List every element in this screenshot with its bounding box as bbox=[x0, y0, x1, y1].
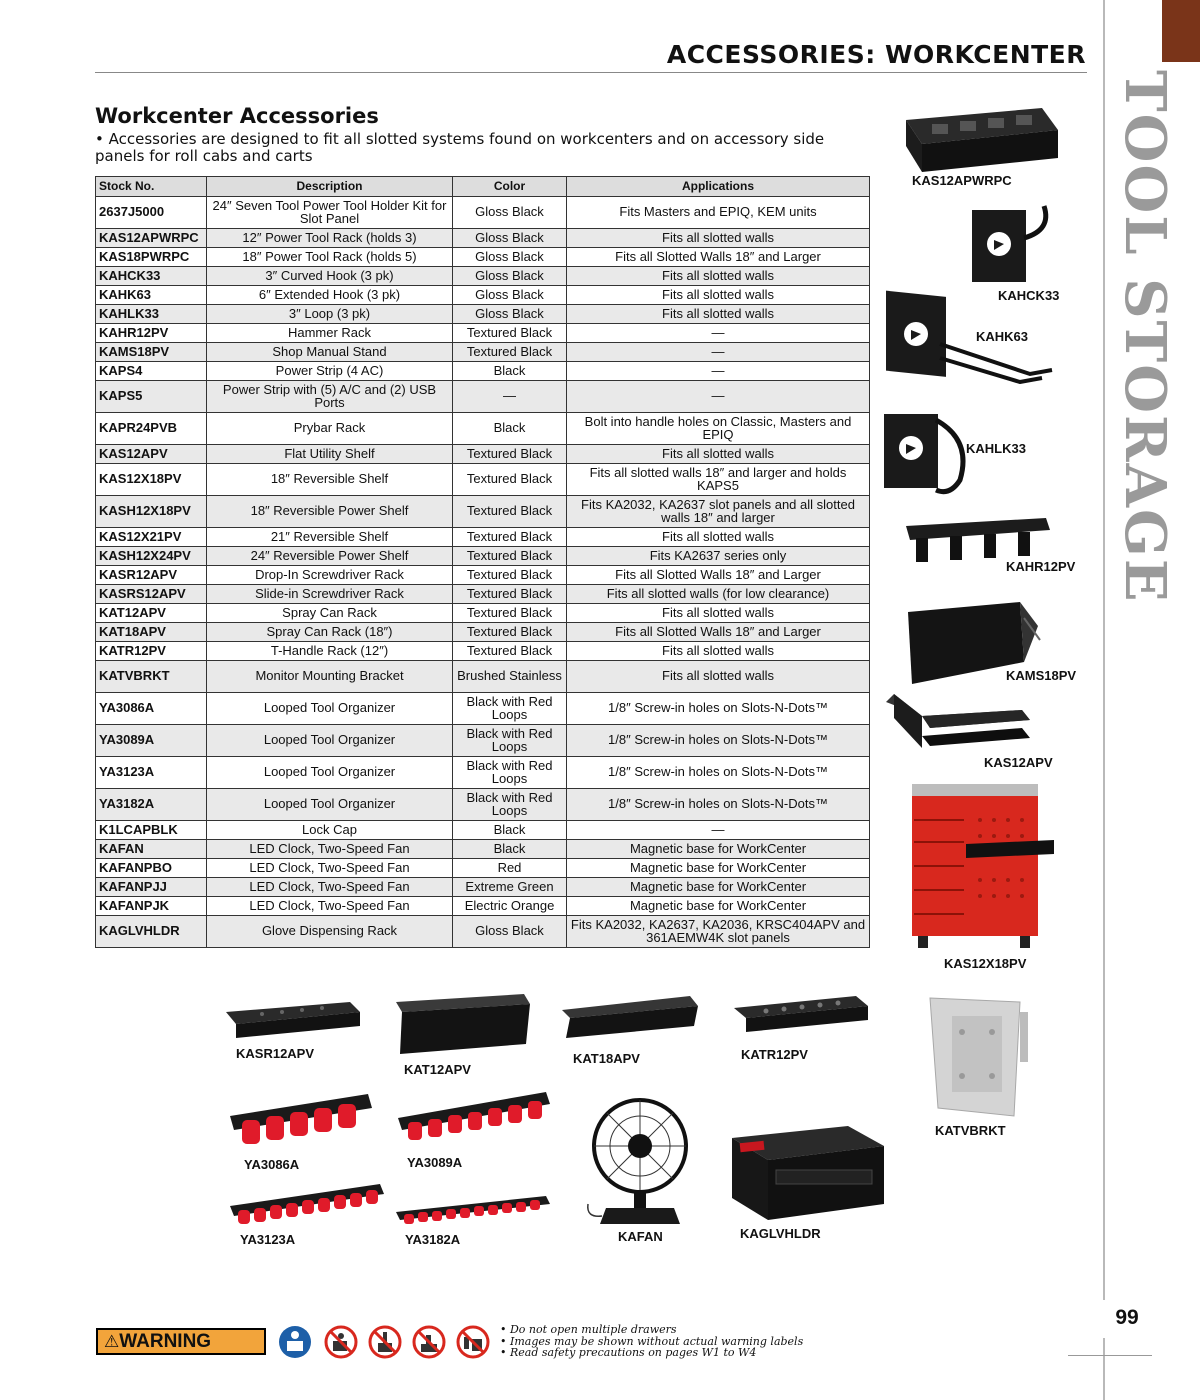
page-number-rule bbox=[1068, 1355, 1152, 1356]
description-cell: Spray Can Rack bbox=[207, 604, 453, 623]
table-row bbox=[96, 693, 870, 725]
table-row bbox=[96, 604, 870, 623]
kat18apv-image bbox=[560, 994, 700, 1044]
kahlk33-image bbox=[880, 400, 972, 500]
applications-cell: — bbox=[567, 343, 870, 362]
kasr12apv-label: KASR12APV bbox=[236, 1046, 315, 1061]
description-cell: Slide-in Screwdriver Rack bbox=[207, 585, 453, 604]
stock-no-cell: YA3089A bbox=[96, 725, 207, 757]
table-header-row bbox=[96, 177, 870, 197]
table-row bbox=[96, 821, 870, 840]
applications-cell: Fits all Slotted Walls 18″ and Larger bbox=[567, 248, 870, 267]
applications-cell: Magnetic base for WorkCenter bbox=[567, 840, 870, 859]
table-row bbox=[96, 267, 870, 286]
kat18apv-label: KAT18APV bbox=[573, 1051, 640, 1066]
col-stock-no: Stock No. bbox=[96, 177, 207, 197]
kas12apwrpc-image bbox=[902, 100, 1060, 178]
stock-no-cell: KASH12X24PV bbox=[96, 547, 207, 566]
kas12x18pv-label: KAS12X18PV bbox=[944, 956, 1027, 971]
applications-cell: 1/8″ Screw-in holes on Slots-N-Dots™ bbox=[567, 789, 870, 821]
table-row bbox=[96, 757, 870, 789]
table-row bbox=[96, 661, 870, 693]
table-row bbox=[96, 897, 870, 916]
applications-cell: Fits all slotted walls bbox=[567, 661, 870, 693]
color-cell: Gloss Black bbox=[453, 229, 567, 248]
stock-no-cell: KAHR12PV bbox=[96, 324, 207, 343]
description-cell: Power Strip (4 AC) bbox=[207, 362, 453, 381]
stock-no-cell: KAHK63 bbox=[96, 286, 207, 305]
table-row bbox=[96, 566, 870, 585]
applications-cell: Magnetic base for WorkCenter bbox=[567, 878, 870, 897]
description-cell: Looped Tool Organizer bbox=[207, 725, 453, 757]
table-row bbox=[96, 642, 870, 661]
table-row bbox=[96, 464, 870, 496]
applications-cell: 1/8″ Screw-in holes on Slots-N-Dots™ bbox=[567, 757, 870, 789]
read-manual-icon bbox=[278, 1325, 312, 1359]
table-row bbox=[96, 496, 870, 528]
applications-cell: 1/8″ Screw-in holes on Slots-N-Dots™ bbox=[567, 725, 870, 757]
description-cell: Spray Can Rack (18″) bbox=[207, 623, 453, 642]
warning-note: • Images may be shown without actual warning labels bbox=[500, 1334, 804, 1348]
side-title: TOOL STORAGE bbox=[1112, 70, 1178, 604]
kafan-label: KAFAN bbox=[618, 1229, 663, 1244]
color-cell: Black with Red Loops bbox=[453, 693, 567, 725]
table-row bbox=[96, 547, 870, 566]
description-cell: Drop-In Screwdriver Rack bbox=[207, 566, 453, 585]
section-note: • Accessories are designed to fit all slotted systems found on workcenters and on accessory side panels for roll cabs and carts bbox=[95, 130, 825, 165]
no-pushing-icon bbox=[456, 1325, 490, 1359]
kafan-image bbox=[584, 1094, 696, 1228]
stock-no-cell: KASR12APV bbox=[96, 566, 207, 585]
ya3182a-label: YA3182A bbox=[405, 1232, 461, 1247]
description-cell: Power Strip with (5) A/C and (2) USB Ports bbox=[207, 381, 453, 413]
applications-cell: Fits all Slotted Walls 18″ and Larger bbox=[567, 566, 870, 585]
color-cell: Electric Orange bbox=[453, 897, 567, 916]
description-cell: Glove Dispensing Rack bbox=[207, 916, 453, 948]
color-cell: Extreme Green bbox=[453, 878, 567, 897]
section-title: Workcenter Accessories bbox=[95, 104, 379, 128]
color-cell: Textured Black bbox=[453, 496, 567, 528]
description-cell: 12″ Power Tool Rack (holds 3) bbox=[207, 229, 453, 248]
col-applications: Applications bbox=[567, 177, 870, 197]
stock-no-cell: KASH12X18PV bbox=[96, 496, 207, 528]
section-tab bbox=[1162, 0, 1200, 62]
applications-cell: Fits all Slotted Walls 18″ and Larger bbox=[567, 623, 870, 642]
table-row bbox=[96, 585, 870, 604]
stock-no-cell: YA3182A bbox=[96, 789, 207, 821]
no-standing-icon bbox=[368, 1325, 402, 1359]
stock-no-cell: KAPS4 bbox=[96, 362, 207, 381]
table-row bbox=[96, 528, 870, 547]
col-description: Description bbox=[207, 177, 453, 197]
kas12x18pv-image bbox=[908, 780, 1058, 952]
color-cell: Textured Black bbox=[453, 343, 567, 362]
kahr12pv-label: KAHR12PV bbox=[1006, 559, 1076, 574]
side-rule-bottom bbox=[1103, 1338, 1105, 1400]
description-cell: 24″ Seven Tool Power Tool Holder Kit for Slot Panel bbox=[207, 197, 453, 229]
stock-no-cell: KAS12APWRPC bbox=[96, 229, 207, 248]
color-cell: Textured Black bbox=[453, 566, 567, 585]
kas12apwrpc-label: KAS12APWRPC bbox=[912, 173, 1012, 188]
table-row bbox=[96, 362, 870, 381]
warning-badge bbox=[96, 1328, 266, 1355]
table-row bbox=[96, 878, 870, 897]
applications-cell: — bbox=[567, 381, 870, 413]
description-cell: 6″ Extended Hook (3 pk) bbox=[207, 286, 453, 305]
description-cell: 18″ Reversible Shelf bbox=[207, 464, 453, 496]
table-row bbox=[96, 229, 870, 248]
applications-cell: 1/8″ Screw-in holes on Slots-N-Dots™ bbox=[567, 693, 870, 725]
description-cell: Lock Cap bbox=[207, 821, 453, 840]
color-cell: Gloss Black bbox=[453, 286, 567, 305]
stock-no-cell: KAHLK33 bbox=[96, 305, 207, 324]
applications-cell: Fits all slotted walls bbox=[567, 229, 870, 248]
description-cell: Looped Tool Organizer bbox=[207, 757, 453, 789]
table-body bbox=[96, 197, 870, 948]
color-cell: Textured Black bbox=[453, 324, 567, 343]
table-row bbox=[96, 840, 870, 859]
warning-note: • Do not open multiple drawers bbox=[500, 1323, 677, 1336]
applications-cell: Fits all slotted walls 18″ and larger and holds KAPS5 bbox=[567, 464, 870, 496]
kat12apv-label: KAT12APV bbox=[404, 1062, 471, 1077]
description-cell: LED Clock, Two-Speed Fan bbox=[207, 859, 453, 878]
kahlk33-label: KAHLK33 bbox=[966, 441, 1026, 456]
stock-no-cell: KAS18PWRPC bbox=[96, 248, 207, 267]
description-cell: Looped Tool Organizer bbox=[207, 789, 453, 821]
kaglvhldr-image bbox=[728, 1124, 888, 1224]
stock-no-cell: KASRS12APV bbox=[96, 585, 207, 604]
header-rule bbox=[95, 72, 1087, 73]
warning-label: WARNING bbox=[119, 1331, 212, 1352]
table-row bbox=[96, 197, 870, 229]
applications-cell: Magnetic base for WorkCenter bbox=[567, 897, 870, 916]
kams18pv-label: KAMS18PV bbox=[1006, 668, 1077, 683]
warning-notes bbox=[500, 1324, 803, 1359]
applications-cell: Fits all slotted walls bbox=[567, 604, 870, 623]
warning-note: • Read safety precautions on pages W1 to W4 bbox=[500, 1346, 757, 1359]
ya3089a-image bbox=[396, 1088, 552, 1146]
applications-cell: Fits all slotted walls bbox=[567, 305, 870, 324]
description-cell: Hammer Rack bbox=[207, 324, 453, 343]
table-row bbox=[96, 305, 870, 324]
katr12pv-label: KATR12PV bbox=[741, 1047, 808, 1062]
applications-cell: Fits KA2032, KA2637, KA2036, KRSC404APV and 361AEMW4K slot panels bbox=[567, 916, 870, 948]
color-cell: Red bbox=[453, 859, 567, 878]
description-cell: 18″ Reversible Power Shelf bbox=[207, 496, 453, 528]
table-row bbox=[96, 859, 870, 878]
description-cell: 3″ Curved Hook (3 pk) bbox=[207, 267, 453, 286]
color-cell: Textured Black bbox=[453, 642, 567, 661]
ya3123a-image bbox=[228, 1180, 386, 1226]
stock-no-cell: KATR12PV bbox=[96, 642, 207, 661]
color-cell: Textured Black bbox=[453, 623, 567, 642]
page-header: ACCESSORIES: WORKCENTER bbox=[666, 40, 1086, 69]
stock-no-cell: KAPR24PVB bbox=[96, 413, 207, 445]
table-row bbox=[96, 413, 870, 445]
color-cell: Brushed Stainless bbox=[453, 661, 567, 693]
color-cell: Black bbox=[453, 413, 567, 445]
color-cell: Gloss Black bbox=[453, 916, 567, 948]
kas12apv-image bbox=[882, 688, 1032, 758]
stock-no-cell: KAPS5 bbox=[96, 381, 207, 413]
color-cell: Gloss Black bbox=[453, 267, 567, 286]
stock-no-cell: KATVBRKT bbox=[96, 661, 207, 693]
stock-no-cell: YA3123A bbox=[96, 757, 207, 789]
kahk63-image bbox=[880, 284, 1060, 384]
kahck33-image bbox=[966, 200, 1056, 286]
table-row bbox=[96, 286, 870, 305]
stock-no-cell: KAS12X18PV bbox=[96, 464, 207, 496]
no-sitting-icon bbox=[412, 1325, 446, 1359]
description-cell: Looped Tool Organizer bbox=[207, 693, 453, 725]
color-cell: Textured Black bbox=[453, 464, 567, 496]
kasr12apv-image bbox=[222, 998, 362, 1040]
applications-cell: — bbox=[567, 821, 870, 840]
stock-no-cell: 2637J5000 bbox=[96, 197, 207, 229]
description-cell: 18″ Power Tool Rack (holds 5) bbox=[207, 248, 453, 267]
description-cell: LED Clock, Two-Speed Fan bbox=[207, 840, 453, 859]
ya3086a-label: YA3086A bbox=[244, 1157, 300, 1172]
color-cell: Black bbox=[453, 821, 567, 840]
description-cell: Prybar Rack bbox=[207, 413, 453, 445]
description-cell: 21″ Reversible Shelf bbox=[207, 528, 453, 547]
applications-cell: Fits KA2032, KA2637 slot panels and all slotted walls 18″ and larger bbox=[567, 496, 870, 528]
ya3182a-image bbox=[394, 1194, 552, 1226]
color-cell: Textured Black bbox=[453, 547, 567, 566]
kas12apv-label: KAS12APV bbox=[984, 755, 1053, 770]
stock-no-cell: KAMS18PV bbox=[96, 343, 207, 362]
kahck33-label: KAHCK33 bbox=[998, 288, 1060, 303]
color-cell: Gloss Black bbox=[453, 248, 567, 267]
color-cell: Gloss Black bbox=[453, 305, 567, 324]
table-row bbox=[96, 381, 870, 413]
table-row bbox=[96, 343, 870, 362]
description-cell: 3″ Loop (3 pk) bbox=[207, 305, 453, 324]
description-cell: 24″ Reversible Power Shelf bbox=[207, 547, 453, 566]
applications-cell: — bbox=[567, 362, 870, 381]
accessories-table bbox=[95, 176, 870, 948]
table-row bbox=[96, 324, 870, 343]
applications-cell: Fits all slotted walls bbox=[567, 286, 870, 305]
katvbrkt-image bbox=[924, 992, 1034, 1120]
table-row bbox=[96, 248, 870, 267]
description-cell: Flat Utility Shelf bbox=[207, 445, 453, 464]
color-cell: — bbox=[453, 381, 567, 413]
katvbrkt-label: KATVBRKT bbox=[935, 1123, 1006, 1138]
color-cell: Textured Black bbox=[453, 445, 567, 464]
color-cell: Textured Black bbox=[453, 585, 567, 604]
warning-triangle-icon: ⚠ bbox=[104, 1332, 120, 1351]
stock-no-cell: KAS12APV bbox=[96, 445, 207, 464]
table-row bbox=[96, 916, 870, 948]
color-cell: Black with Red Loops bbox=[453, 789, 567, 821]
color-cell: Black bbox=[453, 362, 567, 381]
table-row bbox=[96, 725, 870, 757]
stock-no-cell: KAS12X21PV bbox=[96, 528, 207, 547]
applications-cell: Fits all slotted walls (for low clearance) bbox=[567, 585, 870, 604]
applications-cell: Fits KA2637 series only bbox=[567, 547, 870, 566]
color-cell: Black with Red Loops bbox=[453, 757, 567, 789]
table-row bbox=[96, 445, 870, 464]
color-cell: Black bbox=[453, 840, 567, 859]
applications-cell: Magnetic base for WorkCenter bbox=[567, 859, 870, 878]
no-climbing-icon bbox=[324, 1325, 358, 1359]
stock-no-cell: KAHCK33 bbox=[96, 267, 207, 286]
ya3089a-label: YA3089A bbox=[407, 1155, 463, 1170]
table-row bbox=[96, 789, 870, 821]
applications-cell: — bbox=[567, 324, 870, 343]
col-color: Color bbox=[453, 177, 567, 197]
stock-no-cell: YA3086A bbox=[96, 693, 207, 725]
ya3086a-image bbox=[228, 1090, 374, 1152]
ya3123a-label: YA3123A bbox=[240, 1232, 296, 1247]
color-cell: Textured Black bbox=[453, 604, 567, 623]
color-cell: Black with Red Loops bbox=[453, 725, 567, 757]
description-cell: LED Clock, Two-Speed Fan bbox=[207, 878, 453, 897]
kaglvhldr-label: KAGLVHLDR bbox=[740, 1226, 821, 1241]
applications-cell: Fits all slotted walls bbox=[567, 528, 870, 547]
description-cell: LED Clock, Two-Speed Fan bbox=[207, 897, 453, 916]
katr12pv-image bbox=[730, 994, 870, 1038]
applications-cell: Bolt into handle holes on Classic, Masters and EPIQ bbox=[567, 413, 870, 445]
stock-no-cell: KAFANPJJ bbox=[96, 878, 207, 897]
stock-no-cell: KAFAN bbox=[96, 840, 207, 859]
kahk63-label: KAHK63 bbox=[976, 329, 1029, 344]
description-cell: Shop Manual Stand bbox=[207, 343, 453, 362]
applications-cell: Fits all slotted walls bbox=[567, 267, 870, 286]
page-number: 99 bbox=[1115, 1306, 1139, 1329]
description-cell: Monitor Mounting Bracket bbox=[207, 661, 453, 693]
color-cell: Gloss Black bbox=[453, 197, 567, 229]
color-cell: Textured Black bbox=[453, 528, 567, 547]
stock-no-cell: KAGLVHLDR bbox=[96, 916, 207, 948]
stock-no-cell: KAT12APV bbox=[96, 604, 207, 623]
stock-no-cell: KAFANPBO bbox=[96, 859, 207, 878]
applications-cell: Fits all slotted walls bbox=[567, 445, 870, 464]
table-row bbox=[96, 623, 870, 642]
applications-cell: Fits all slotted walls bbox=[567, 642, 870, 661]
kat12apv-image bbox=[394, 992, 532, 1056]
stock-no-cell: K1LCAPBLK bbox=[96, 821, 207, 840]
stock-no-cell: KAFANPJK bbox=[96, 897, 207, 916]
description-cell: T-Handle Rack (12″) bbox=[207, 642, 453, 661]
applications-cell: Fits Masters and EPIQ, KEM units bbox=[567, 197, 870, 229]
stock-no-cell: KAT18APV bbox=[96, 623, 207, 642]
